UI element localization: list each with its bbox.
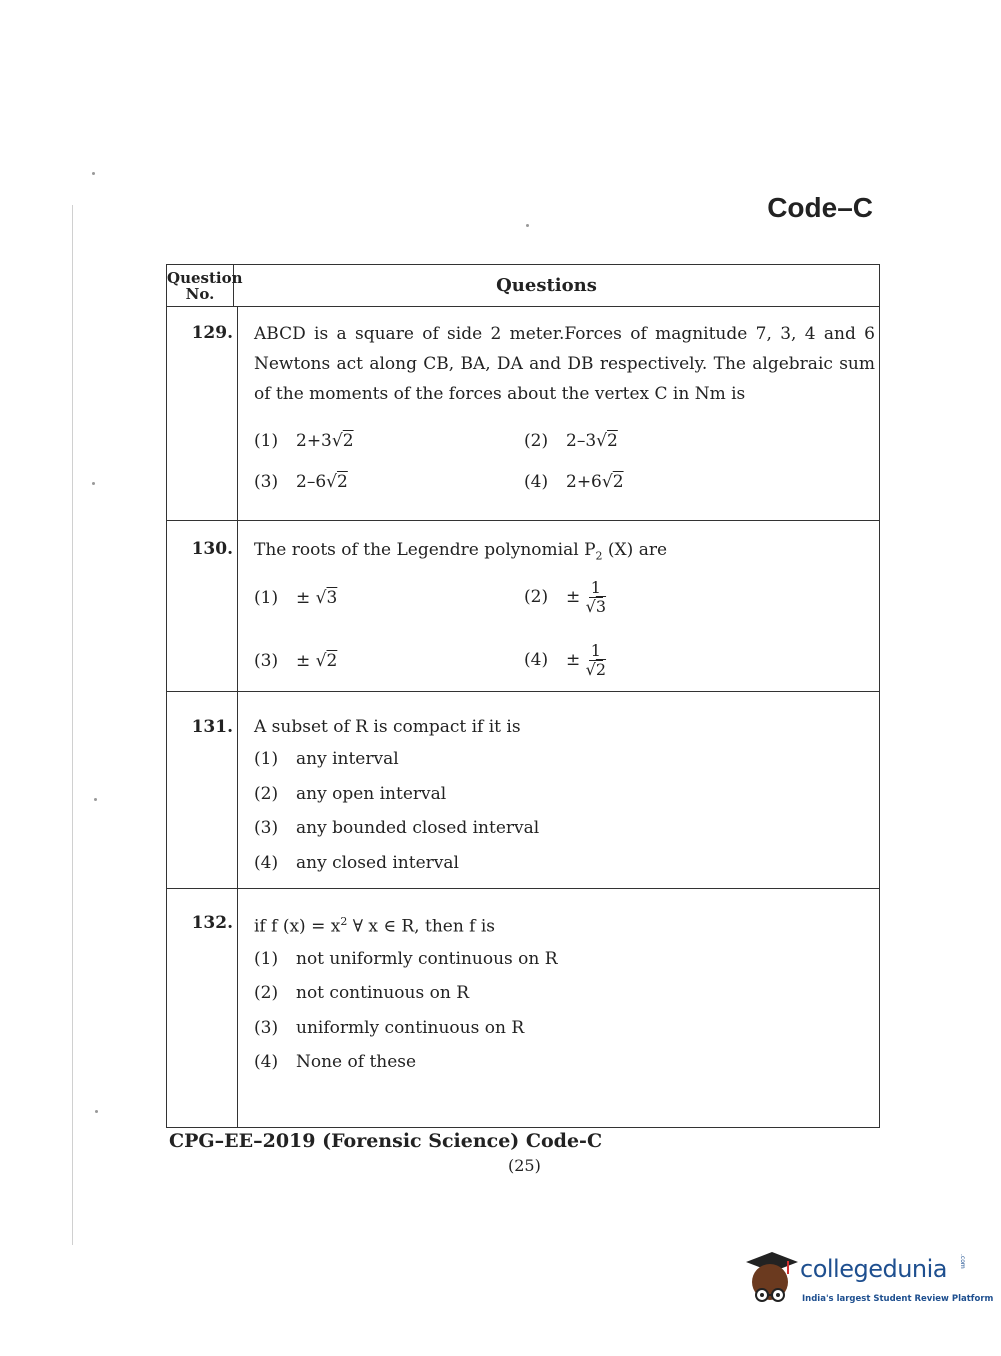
option-2: (2) not continuous on R xyxy=(254,983,469,1004)
scan-speck xyxy=(92,482,95,485)
scan-margin-line xyxy=(72,205,73,1245)
option-4: (4) 2+6√2 xyxy=(524,472,624,492)
option-1: (1) any interval xyxy=(254,749,399,769)
question-number: 130. xyxy=(167,521,238,691)
question-row-131 xyxy=(167,692,879,889)
brand-name: collegedunia xyxy=(800,1255,948,1283)
scan-speck xyxy=(92,172,95,175)
code-header: Code–C xyxy=(767,192,873,223)
scan-speck xyxy=(95,1110,98,1113)
question-no-header xyxy=(167,265,243,306)
collegedunia-watermark xyxy=(742,1248,994,1318)
option-4: (4) None of these xyxy=(254,1052,417,1073)
option-4: (4) ± $\frac{1}{√2}$ xyxy=(524,641,607,680)
option-3: (3) uniformly continuous on R xyxy=(254,1017,525,1038)
option-3: (3) ± √2 xyxy=(254,650,338,671)
question-text: if f $(x) = x^2$ ∀ x ∈ R, then f is xyxy=(254,915,496,937)
table-header-row xyxy=(167,265,879,307)
option-4: (4) any closed interval xyxy=(254,852,459,873)
question-row-130 xyxy=(167,521,879,692)
scan-speck xyxy=(94,798,97,801)
question-number: 132. xyxy=(167,889,238,1127)
question-no-header-line2: No. xyxy=(185,285,215,303)
options-grid xyxy=(238,431,879,492)
mascot-icon xyxy=(742,1248,798,1310)
option-3: (3) 2–6√2 xyxy=(254,472,348,492)
options-grid xyxy=(238,579,879,679)
scan-speck xyxy=(526,224,529,227)
option-2: (2) 2–3√2 xyxy=(524,431,618,451)
question-table xyxy=(166,264,880,1128)
brand-tagline: India's largest Student Review Platform xyxy=(802,1294,994,1304)
option-1: (1) 2+3√2 xyxy=(254,431,354,451)
option-1: (1) not uniformly continuous on R xyxy=(254,948,558,969)
option-2: (2) any open interval xyxy=(254,783,447,804)
options-list xyxy=(238,742,879,880)
question-no-header-line1: Question xyxy=(167,269,243,287)
question-text: The roots of the Legendre polynomial $P_2$ (X) are xyxy=(254,540,668,563)
question-text: ABCD is a square of side 2 meter.Forces of magnitude 7, 3, 4 and 6 Newtons act along CB, BA, DA and DB respectively. The algebraic sum of the moments of the forces about the vertex C in Nm is xyxy=(254,324,875,404)
question-row-132 xyxy=(167,889,879,1128)
footer-exam-title: CPG–EE–2019 (Forensic Science) Code-C xyxy=(169,1130,603,1152)
page-number: (25) xyxy=(508,1156,541,1175)
option-2: (2) ± $\frac{1}{√3}$ xyxy=(524,578,607,617)
option-1: (1) ± √3 xyxy=(254,587,338,608)
question-text: A subset of R is compact if it is xyxy=(254,717,521,737)
options-list xyxy=(238,942,879,1080)
question-number: 131. xyxy=(167,692,238,888)
option-3: (3) any bounded closed interval xyxy=(254,818,540,838)
question-row-129 xyxy=(167,307,879,521)
brand-domain: .com xyxy=(959,1254,966,1269)
question-number: 129. xyxy=(167,307,238,520)
questions-header: Questions xyxy=(496,275,597,296)
